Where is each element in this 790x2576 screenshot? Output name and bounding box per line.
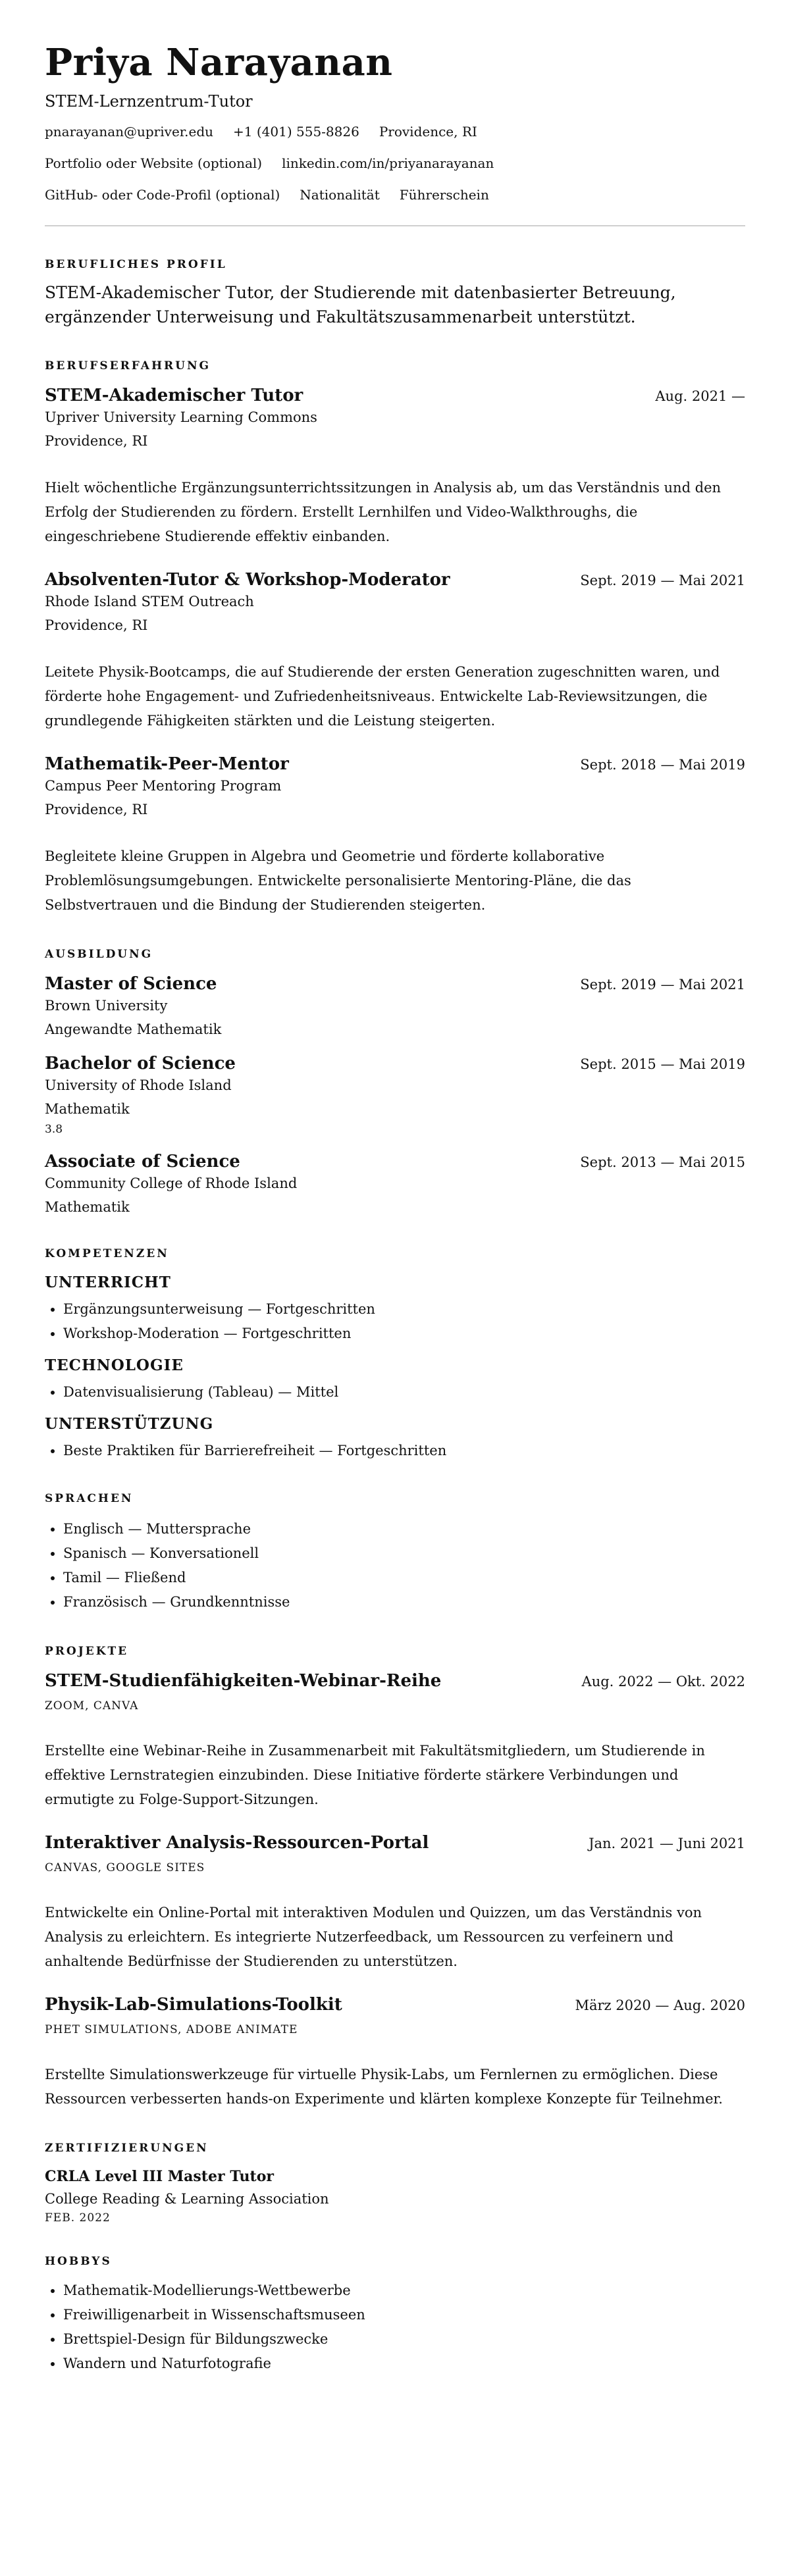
section-title-experience: BERUFSERFAHRUNG (45, 359, 211, 373)
language-item: • Englisch — Muttersprache (63, 1517, 745, 1541)
skill-item: • Workshop-Moderation — Fortgeschritten (63, 1322, 745, 1346)
skill-category: UNTERRICHT (45, 1274, 171, 1291)
job-org: Upriver University Learning Commons (45, 409, 317, 425)
project-dates: März 2020 — Aug. 2020 (575, 1997, 745, 2013)
job-org: Campus Peer Mentoring Program (45, 778, 282, 794)
language-item: • Spanisch — Konversationell (63, 1541, 745, 1566)
gpa: 3.8 (45, 1123, 63, 1136)
job-dates: Sept. 2018 — Mai 2019 (580, 757, 745, 773)
hobby-item: • Wandern und Naturfotografie (63, 2352, 745, 2376)
skill-item: • Beste Praktiken für Barrierefreiheit — Fortgeschritten (63, 1439, 745, 1463)
certification-entry (45, 2167, 745, 2226)
project-description: Erstellte eine Webinar-Reihe in Zusammenarbeit mit Fakultätsmitgliedern, um Studierende in effektive Lernstrategien einzubinden. Diese Initiative förderte stärkere Verbindungen und ermutigte zu Folge-Support-Sitzungen. (45, 1743, 705, 1807)
section-title-projects: PROJEKTE (45, 1645, 129, 1658)
project-tools: ZOOM, CANVA (45, 1699, 139, 1713)
project-entry (45, 1994, 745, 2111)
degree: Bachelor of Science (45, 1054, 236, 1073)
phone[interactable]: +1 (401) 555-8826 (233, 124, 359, 140)
hobby-item: • Brettspiel-Design für Bildungszwecke (63, 2327, 745, 2352)
extra-row (45, 186, 745, 204)
job-dates: Sept. 2019 — Mai 2021 (580, 573, 745, 588)
links-row (45, 154, 745, 172)
certification-name: CRLA Level III Master Tutor (45, 2168, 274, 2185)
experience-entry (45, 753, 745, 917)
headline: STEM-Lernzentrum-Tutor (45, 92, 253, 111)
education-dates: Sept. 2013 — Mai 2015 (580, 1154, 745, 1170)
education-dates: Sept. 2015 — Mai 2019 (580, 1056, 745, 1072)
field-of-study: Mathematik (45, 1199, 130, 1215)
project-dates: Aug. 2022 — Okt. 2022 (581, 1674, 745, 1689)
profile-summary: STEM-Akademischer Tutor, der Studierende mit datenbasierter Betreuung, ergänzender Unterweisung und Fakultätszusammenarbeit unterstützt. (45, 283, 676, 326)
language-list (45, 1517, 745, 1614)
job-org: Rhode Island STEM Outreach (45, 594, 254, 609)
school: Community College of Rhode Island (45, 1175, 298, 1191)
job-description: Hielt wöchentliche Ergänzungsunterrichtssitzungen in Analysis ab, um das Verständnis und den Erfolg der Studierenden zu fördern. Erstellt Lernhilfen und Video-Walkthroughs, die eingeschriebene Studierende effektiv einbanden. (45, 480, 722, 544)
portfolio-link[interactable]: Portfolio oder Website (optional) (45, 155, 263, 171)
section-title-skills: KOMPETENZEN (45, 1247, 169, 1260)
linkedin-link[interactable]: linkedin.com/in/priyanarayanan (282, 155, 494, 171)
education-entry (45, 1052, 745, 1137)
project-entry (45, 1832, 745, 1974)
project-entry (45, 1670, 745, 1812)
degree: Associate of Science (45, 1152, 240, 1172)
location: Providence, RI (379, 124, 477, 140)
project-dates: Jan. 2021 — Juni 2021 (589, 1836, 745, 1851)
experience-entry (45, 569, 745, 733)
project-title: STEM-Studienfähigkeiten-Webinar-Reihe (45, 1671, 442, 1691)
drivers-license: Führerschein (399, 187, 489, 203)
skill-category: TECHNOLOGIE (45, 1356, 184, 1374)
nationality: Nationalität (300, 187, 380, 203)
skill-list (45, 1380, 745, 1404)
hobby-list (45, 2279, 745, 2376)
header-divider (45, 225, 745, 226)
job-title: Absolventen-Tutor & Workshop-Moderator (45, 570, 450, 590)
skill-list (45, 1439, 745, 1463)
job-location: Providence, RI (45, 433, 148, 449)
job-description: Begleitete kleine Gruppen in Algebra und Geometrie und förderte kollaborative Problemlösungsumgebungen. Entwickelte personalisierte Mentoring-Pläne, die das Selbstvertrauen und die Bindung der Studierenden steigerten. (45, 848, 631, 913)
project-tools: PHET SIMULATIONS, ADOBE ANIMATE (45, 2023, 298, 2036)
experience-entry (45, 384, 745, 549)
email[interactable]: pnarayanan@upriver.edu (45, 124, 214, 140)
job-location: Providence, RI (45, 617, 148, 633)
skill-category: UNTERSTÜTZUNG (45, 1415, 214, 1433)
project-title: Physik-Lab-Simulations-Toolkit (45, 1995, 342, 2015)
contact-row (45, 122, 745, 141)
skill-item: • Ergänzungsunterweisung — Fortgeschritten (63, 1297, 745, 1322)
language-item: • Tamil — Fließend (63, 1566, 745, 1590)
field-of-study: Angewandte Mathematik (45, 1021, 222, 1037)
section-title-hobbies: HOBBYS (45, 2255, 112, 2268)
section-title-profile: BERUFLICHES PROFIL (45, 258, 227, 271)
school: University of Rhode Island (45, 1077, 232, 1093)
school: Brown University (45, 998, 168, 1014)
github-link[interactable]: GitHub- oder Code-Profil (optional) (45, 187, 280, 203)
language-item: • Französisch — Grundkenntnisse (63, 1590, 745, 1614)
project-description: Entwickelte ein Online-Portal mit interaktiven Modulen und Quizzen, um das Verständnis von Analysis zu erleichtern. Es integrierte Nutzerfeedback, um Ressourcen zu verfeinern und anhaltende Bedürfnisse der Studierenden zu unterstützen. (45, 1905, 702, 1969)
skill-list (45, 1297, 745, 1346)
hobby-item: • Freiwilligenarbeit in Wissenschaftsmuseen (63, 2303, 745, 2327)
job-location: Providence, RI (45, 802, 148, 817)
certification-date: FEB. 2022 (45, 2211, 111, 2225)
section-title-education: AUSBILDUNG (45, 948, 153, 961)
hobby-item: • Mathematik-Modellierungs-Wettbewerbe (63, 2279, 745, 2303)
job-dates: Aug. 2021 — (655, 388, 745, 404)
education-entry (45, 1150, 745, 1217)
candidate-name: Priya Narayanan (45, 41, 393, 84)
section-title-languages: SPRACHEN (45, 1492, 134, 1505)
skill-item: • Datenvisualisierung (Tableau) — Mittel (63, 1380, 745, 1404)
certification-issuer: College Reading & Learning Association (45, 2191, 329, 2207)
education-dates: Sept. 2019 — Mai 2021 (580, 977, 745, 992)
section-title-certifications: ZERTIFIZIERUNGEN (45, 2142, 209, 2155)
field-of-study: Mathematik (45, 1101, 130, 1117)
project-title: Interaktiver Analysis-Ressourcen-Portal (45, 1833, 429, 1853)
education-entry (45, 973, 745, 1039)
job-title: STEM-Akademischer Tutor (45, 386, 303, 405)
degree: Master of Science (45, 974, 217, 994)
job-title: Mathematik-Peer-Mentor (45, 754, 289, 774)
project-description: Erstellte Simulationswerkzeuge für virtuelle Physik-Labs, um Fernlernen zu ermöglichen. Diese Ressourcen verbesserten hands-on Experimente und klärten komplexe Konzepte für Teilnehmer. (45, 2067, 723, 2107)
project-tools: CANVAS, GOOGLE SITES (45, 1861, 205, 1874)
job-description: Leitete Physik-Bootcamps, die auf Studierende der ersten Generation zugeschnitten waren, und förderte hohe Engagement- und Zufriedenheitsniveaus. Entwickelte Lab-Reviewsitzungen, die grundlegende Fähigkeiten stärkten und die Leistung steigerten. (45, 664, 720, 729)
